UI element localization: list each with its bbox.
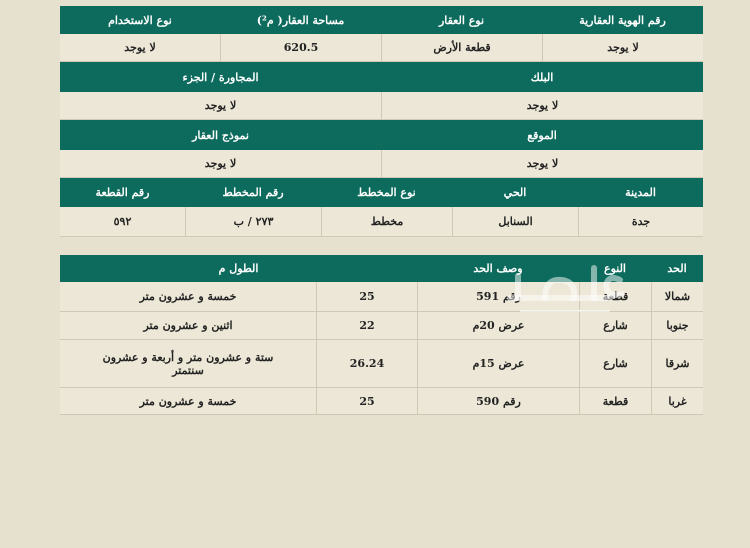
boundary-cell: ستة و عشرون متر و أربعة و عشرون سنتمتر	[102, 350, 274, 377]
boundary-cell: شرقا	[651, 340, 703, 387]
boundary-cell: 26.24	[316, 340, 417, 387]
boundary-cell: عرض 20م	[417, 312, 579, 339]
value-row	[60, 150, 703, 178]
value-cell: لا يوجد	[204, 157, 237, 170]
boundary-cell: عرض 15م	[417, 340, 579, 387]
value-cell: 620.5	[220, 34, 381, 61]
header-cell: وصف الحد	[473, 262, 523, 275]
boundary-cell: قطعة	[579, 282, 651, 311]
value-cell: لا يوجد	[124, 41, 156, 54]
boundary-row	[60, 282, 703, 312]
value-cell: ٥٩٢	[113, 215, 132, 228]
boundaries-table	[60, 255, 703, 415]
boundary-cell: شارع	[579, 340, 651, 387]
header-row	[60, 178, 703, 207]
boundary-cell: جنوبا	[651, 312, 703, 339]
value-cell: قطعة الأرض	[381, 34, 542, 61]
header-cell: النوع	[604, 262, 626, 275]
value-cell: لا يوجد	[381, 150, 703, 177]
property-info-table	[60, 6, 703, 237]
boundary-row	[60, 388, 703, 415]
header-cell: نموذج العقار	[192, 128, 249, 142]
header-row	[60, 120, 703, 150]
header-cell: نوع الاستخدام	[108, 13, 172, 27]
boundary-cell: 22	[316, 312, 417, 339]
value-row	[60, 92, 703, 120]
value-row	[60, 207, 703, 237]
boundary-row	[60, 312, 703, 340]
boundary-cell: 25	[316, 282, 417, 311]
boundary-cell: شارع	[579, 312, 651, 339]
boundary-cell: 25	[316, 388, 417, 414]
header-row	[60, 6, 703, 34]
boundary-cell: رقم 590	[417, 388, 579, 414]
header-cell: نوع المخطط	[357, 186, 416, 199]
header-cell: المجاورة / الجزء	[182, 70, 259, 84]
header-cell: مساحة العقار( م²)	[256, 13, 345, 27]
value-cell: جدة	[578, 207, 703, 236]
header-cell: رقم المخطط	[222, 186, 284, 199]
value-cell: ٢٧٣ / ب	[185, 207, 321, 236]
value-cell: لا يوجد	[542, 34, 703, 61]
boundary-cell: شمالا	[651, 282, 703, 311]
header-cell: الحي	[503, 186, 527, 199]
value-cell: لا يوجد	[381, 92, 703, 119]
boundary-row	[60, 340, 703, 388]
value-cell: لا يوجد	[204, 99, 237, 112]
header-cell: رقم الهوية العقارية	[579, 13, 666, 27]
value-cell: السنابل	[452, 207, 578, 236]
boundary-cell: قطعة	[579, 388, 651, 414]
header-cell: الحد	[667, 262, 687, 275]
header-row	[60, 62, 703, 92]
boundary-cell: غربا	[651, 388, 703, 414]
header-cell: المدينة	[625, 186, 656, 199]
boundary-cell: خمسة و عشرون متر	[139, 394, 237, 408]
header-cell: نوع العقار	[438, 13, 485, 27]
header-cell: رقم القطعة	[95, 186, 150, 199]
value-row	[60, 34, 703, 62]
boundary-cell: اثنين و عشرون متر	[143, 319, 233, 332]
header-cell: الطول م	[218, 262, 259, 275]
header-cell: الموقع	[527, 128, 557, 142]
boundary-cell: خمسة و عشرون متر	[139, 290, 237, 303]
header-row	[60, 255, 703, 282]
value-cell: مخطط	[321, 207, 452, 236]
boundary-cell: رقم 591	[417, 282, 579, 311]
boundary-rows	[60, 282, 703, 415]
header-cell: البلك	[530, 70, 554, 84]
